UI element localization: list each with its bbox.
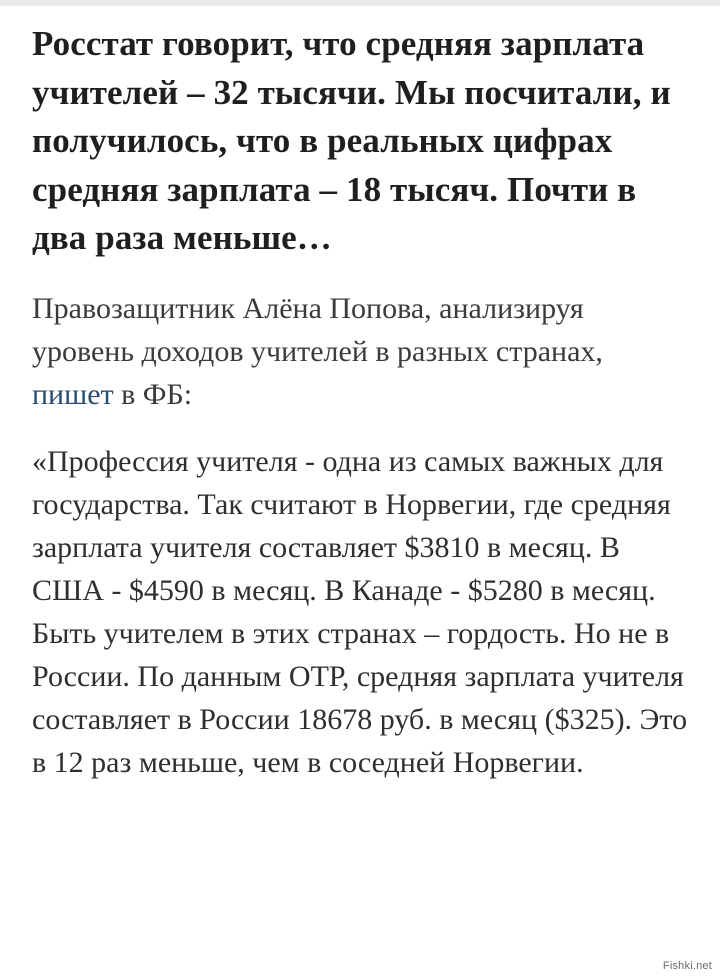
article-headline: Росстат говорит, что средняя зарплата учителей – 32 тысячи. Мы посчитали, и получилось, что в реальных цифрах средняя зарплата – 18 тысяч. Почти в два раза меньше… [32, 24, 671, 257]
article [32, 20, 692, 784]
article-lead [32, 287, 692, 416]
lead-text-before-link: Правозащитник Алёна Попова, анализируя уровень доходов учителей в разных странах, [32, 291, 603, 368]
article-quote: «Профессия учителя - одна из самых важных для государства. Так считают в Норвегии, где средняя зарплата учителя составляет $3810 в месяц. В США - $4590 в месяц. В Канаде - $5280 в месяц. Быть учителем в этих странах – гордость. Но не в России. По данным ОТР, средняя зарплата учителя составляет в России 18678 руб. в месяц ($325). Это в 12 раз меньше, чем в соседней Норвегии. [32, 444, 688, 779]
top-divider [0, 0, 720, 6]
lead-link[interactable]: пишет [32, 377, 114, 411]
lead-text-after-link: в ФБ: [113, 377, 193, 411]
watermark: Fishki.net [662, 960, 712, 972]
